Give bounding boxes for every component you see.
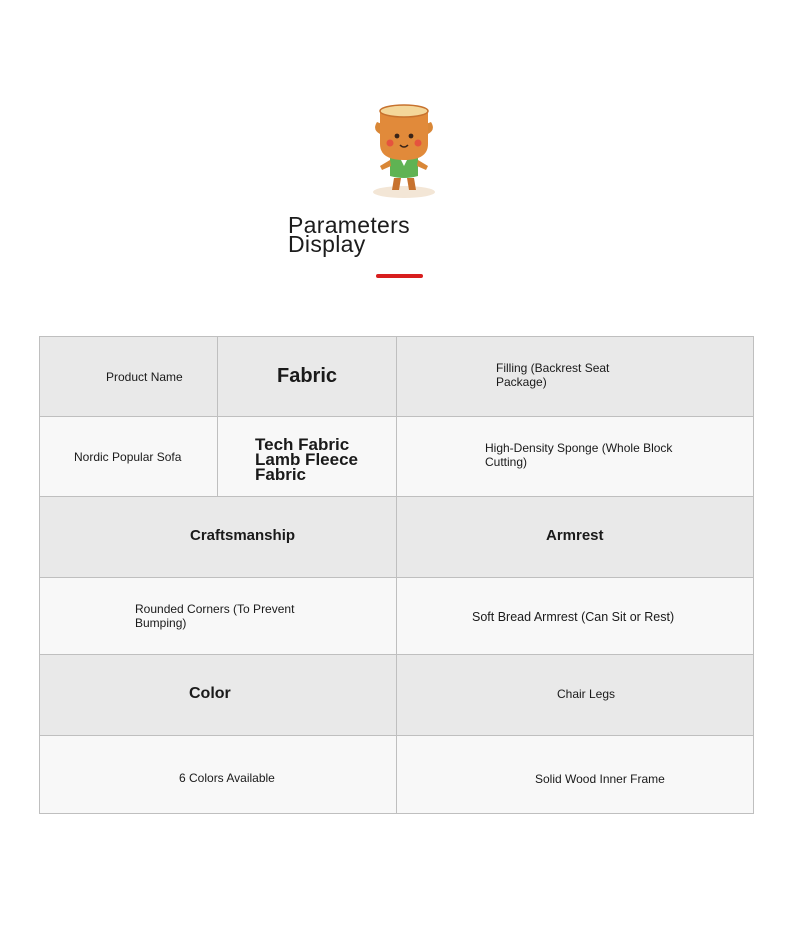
table-row [40, 417, 754, 497]
fabric-value-line1: Tech Fabric [255, 435, 350, 454]
fabric-value-line2: Lamb Fleece [255, 450, 358, 469]
product-name-header-cell [40, 337, 218, 417]
color-value: 6 Colors Available [179, 771, 275, 785]
filling-value-line2: Cutting) [485, 455, 528, 469]
product-name-value-cell [40, 417, 218, 497]
product-name-value: Nordic Popular Sofa [74, 450, 182, 464]
craftsmanship-label: Craftsmanship [190, 527, 296, 544]
craftsmanship-value-line2: Bumping) [135, 616, 187, 630]
craftsmanship-header-cell [40, 497, 397, 578]
filling-value [485, 441, 672, 469]
fabric-header-cell [218, 337, 397, 417]
chair-legs-value-cell [397, 736, 754, 814]
title-underline [376, 274, 423, 278]
page-title-line1: Parameters [288, 212, 410, 238]
armrest-header-cell [397, 497, 754, 578]
product-name-label: Product Name [106, 370, 183, 384]
fabric-value [255, 437, 358, 482]
armrest-value: Soft Bread Armrest (Can Sit or Rest) [472, 610, 675, 624]
table-row [40, 578, 754, 655]
fabric-value-line3: Fabric [255, 465, 307, 484]
fabric-value-cell [218, 417, 397, 497]
parameters-table [39, 336, 754, 814]
chair-legs-value: Solid Wood Inner Frame [535, 772, 665, 786]
color-value-cell [40, 736, 397, 814]
filling-value-line1: High-Density Sponge (Whole Block [485, 441, 673, 455]
table-row [40, 497, 754, 578]
filling-label-line1: Filling (Backrest Seat [496, 361, 610, 375]
page-title-line2: Display [288, 231, 366, 257]
craftsmanship-value-cell [40, 578, 397, 655]
fabric-label: Fabric [277, 365, 338, 387]
craftsmanship-value-line1: Rounded Corners (To Prevent [135, 602, 295, 616]
filling-header-cell [397, 337, 754, 417]
color-label: Color [189, 685, 231, 702]
armrest-value-cell [397, 578, 754, 655]
table-row [40, 736, 754, 814]
filling-label [496, 361, 609, 389]
mascot-illustration [366, 100, 442, 200]
armrest-label: Armrest [546, 527, 604, 544]
filling-value-cell [397, 417, 754, 497]
craftsmanship-value [135, 602, 294, 630]
chair-legs-header-cell [397, 655, 754, 736]
color-header-cell [40, 655, 397, 736]
chair-legs-label: Chair Legs [557, 687, 616, 701]
table-row [40, 337, 754, 417]
page-title [288, 212, 448, 257]
table-row [40, 655, 754, 736]
filling-label-line2: Package) [496, 375, 547, 389]
